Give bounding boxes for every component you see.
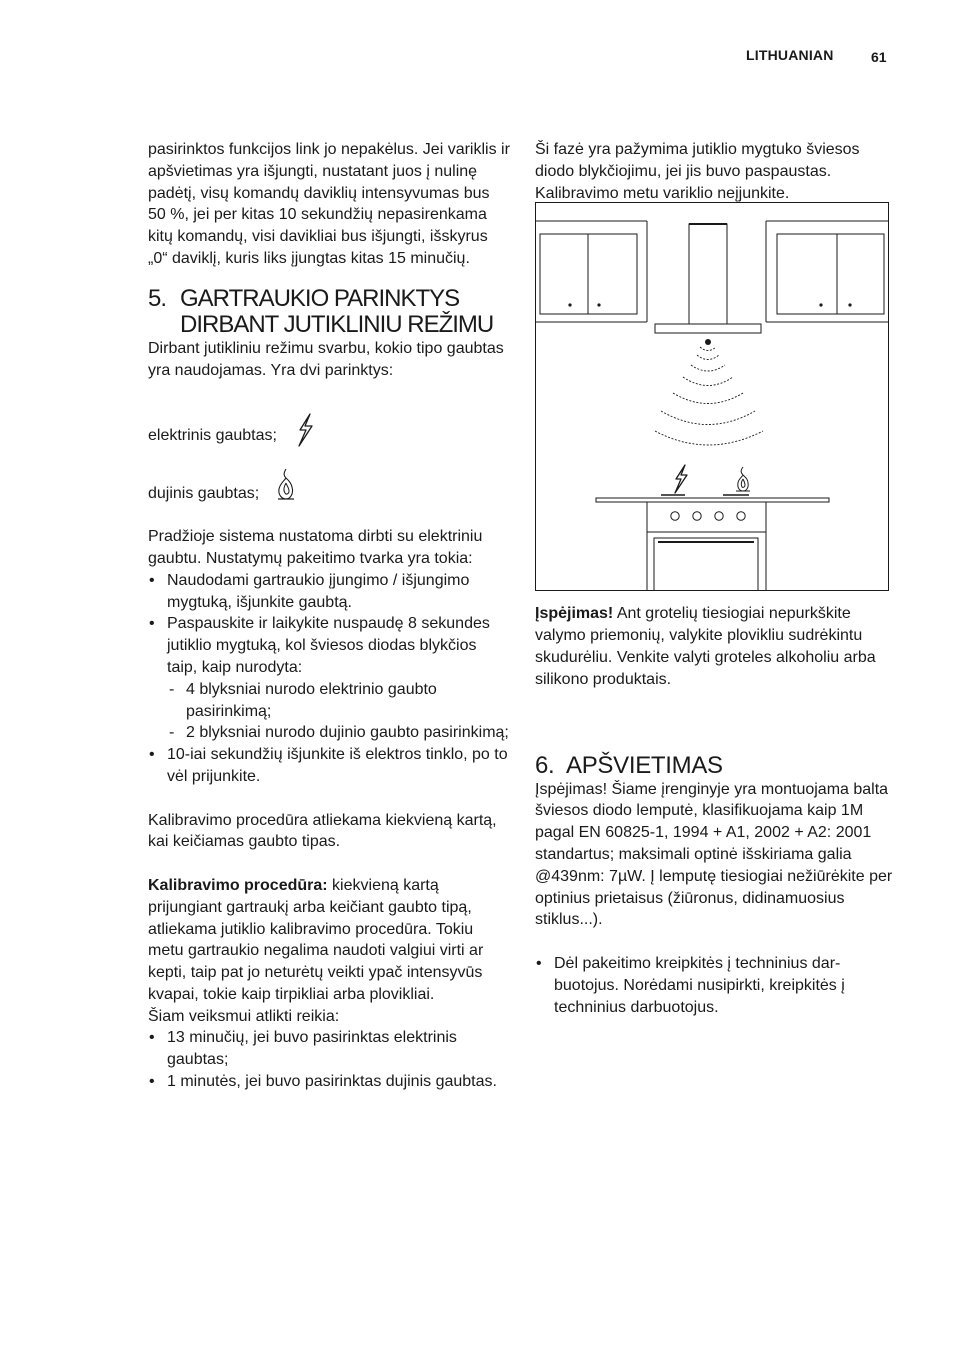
- oven-knob: [737, 512, 745, 520]
- section-5-intro: Dirbant jutikliniu režimu svarbu, kokio tipo gaubtas yra naudojamas. Yra dvi parinktys:: [148, 339, 504, 379]
- left-cabinet: [540, 234, 637, 314]
- cabinet-knob: [848, 303, 851, 306]
- warning-label: Įspėjimas!: [535, 605, 614, 623]
- requirement-item: • 1 minutės, jei buvo pasirinktas dujinis gaubtas.: [148, 1071, 510, 1093]
- sensor-waves: [655, 347, 763, 445]
- flame-icon: [736, 467, 750, 491]
- option-gas-label: dujinis gaubtas;: [148, 484, 260, 502]
- kitchen-hood-diagram: [535, 202, 889, 591]
- cabinet-knob: [597, 303, 600, 306]
- calibration-note: Kalibravimo procedūra atliekama kiekvieną kartą, kai keičiamas gaubto tipas.: [148, 811, 497, 851]
- substep-item: - 4 blyksniai nurodo elektrinio gaubto pasirinkimą;: [167, 679, 510, 723]
- intro-paragraph: pasirinktos funkcijos link jo nepakėlus. Jei variklis ir apšvietimas yra išjungti, nustatant juos į nulinę padėtį, visų komandų daviklių intensyvumas bus 50 %, jei per kitas 10 sekundžių nepasirenkama kitų komandų, visi davikliai bus išjungti, išskyrus „0“ daviklį, kuris liks įjungtas kitas 15 minučių.: [148, 141, 510, 267]
- calibration-text: kiekvieną kartą prijungiant gartraukį arba keičiant gaubto tipą, atliekama jutiklio kalibravimo procedūra. Tokiu metu gartraukio negalima naudoti valgiui virti ar kepti, taip pat jo neturėtų veikti ypač intensyvūs kvapai, tokie kaip tirpikliai arba plovikliai.: [148, 876, 484, 1003]
- worktop: [596, 498, 829, 502]
- option-gas: [148, 483, 510, 505]
- option-electric-label: elektrinis gaubtas;: [148, 426, 277, 444]
- header-language: LITHUANIAN: [746, 47, 834, 63]
- service-item: • Dėl pakeitimo kreipkitės į techninius darbuotojus. Norėdami nusipirkti, kreipkitės į techninius darbuotojus.: [535, 953, 895, 1018]
- phase-text: Ši fazė yra pažymima jutiklio mygtuko šviesos diodo blykčiojimu, jei jis buvo paspaustas. Kalibravimo metu variklio neįjunkite.: [535, 141, 860, 202]
- section-6-title: APŠVIETIMAS: [566, 751, 723, 779]
- section-5-number: 5.: [148, 284, 167, 312]
- oven-knob: [693, 512, 701, 520]
- substep-item: - 2 blyksniai nurodo dujinio gaubto pasirinkimą;: [167, 722, 510, 744]
- change-steps-list: [148, 570, 510, 788]
- oven: [647, 502, 766, 591]
- oven-knob: [715, 512, 723, 520]
- grease-warning: [535, 603, 895, 690]
- step-item: • Naudodami gartraukio įjungimo / išjungimo mygtuką, išjunkite gaubtą.: [148, 570, 510, 614]
- oven-knob: [671, 512, 679, 520]
- cabinet-knob: [568, 303, 571, 306]
- section-5-title: GARTRAUKIO PARINKTYS DIRBANT JUTIKLINIU REŽIMU: [180, 284, 494, 338]
- page-number: 61: [871, 49, 887, 65]
- hood-sensor: [705, 339, 711, 345]
- section-6-heading: [535, 753, 895, 779]
- left-column: [148, 139, 510, 1093]
- step-item: • Paspauskite ir laikykite nuspaudę 8 sekundes jutiklio mygtuką, kol šviesos diodas blykčios taip, kaip nurodyta: - 4 blyksniai nurodo elektrinio gaubto pasirinkimą; - 2 blyksniai nurodo dujinio gaubto pasirinkimą;: [148, 613, 510, 744]
- lightning-icon: [675, 465, 687, 493]
- blink-substeps-list: [167, 679, 510, 744]
- hood-chimney: [689, 224, 727, 324]
- calibration-label: Kalibravimo procedūra:: [148, 876, 328, 894]
- step-item: • 10-iai sekundžių išjunkite iš elektros tinklo, po to vėl prijunkite.: [148, 744, 510, 788]
- hood-canopy: [655, 324, 761, 333]
- lightning-icon: [295, 413, 315, 447]
- cabinet-knob: [819, 303, 822, 306]
- service-list: [535, 953, 895, 1018]
- right-cabinet: [777, 234, 884, 314]
- option-electric: [148, 425, 510, 447]
- section-5-heading: [148, 286, 510, 338]
- section-6-number: 6.: [535, 751, 555, 779]
- oven-knobs: [671, 512, 745, 520]
- requirements-list: [148, 1027, 510, 1092]
- warning-text: Ant grotelių tiesiogiai nepurkškite valymo priemonių, valykite plovikliu sudrėkintu skudurėliu. Venkite valyti groteles alkoholiu arba silikono produktais.: [535, 605, 876, 688]
- requirements-intro: Šiam veiksmui atlikti reikia:: [148, 1007, 340, 1025]
- default-setting-text: Pradžioje sistema nustatoma dirbti su elektriniu gaubtu. Nustatymų pakeitimo tvarka yra tokia:: [148, 528, 483, 567]
- flame-icon: [275, 467, 297, 501]
- requirement-item: • 13 minučių, jei buvo pasirinktas elektrinis gaubtas;: [148, 1027, 510, 1071]
- oven-door: [654, 538, 758, 591]
- lighting-warning: Įspėjimas! Šiame įrenginyje yra montuojama balta šviesos diodo lemputė, klasifikuojama kaip 1M pagal EN 60825-1, 1994 + A1, 2002 + A2: 2001 standartus; maksimali optinė išskiriama galia @439nm: 7µW. Į lemputę tiesiogiai nežiūrėkite per optinius prietaisus (žiūronus, didinamuosius stiklus...).: [535, 780, 893, 929]
- calibration-paragraph: [148, 875, 510, 1006]
